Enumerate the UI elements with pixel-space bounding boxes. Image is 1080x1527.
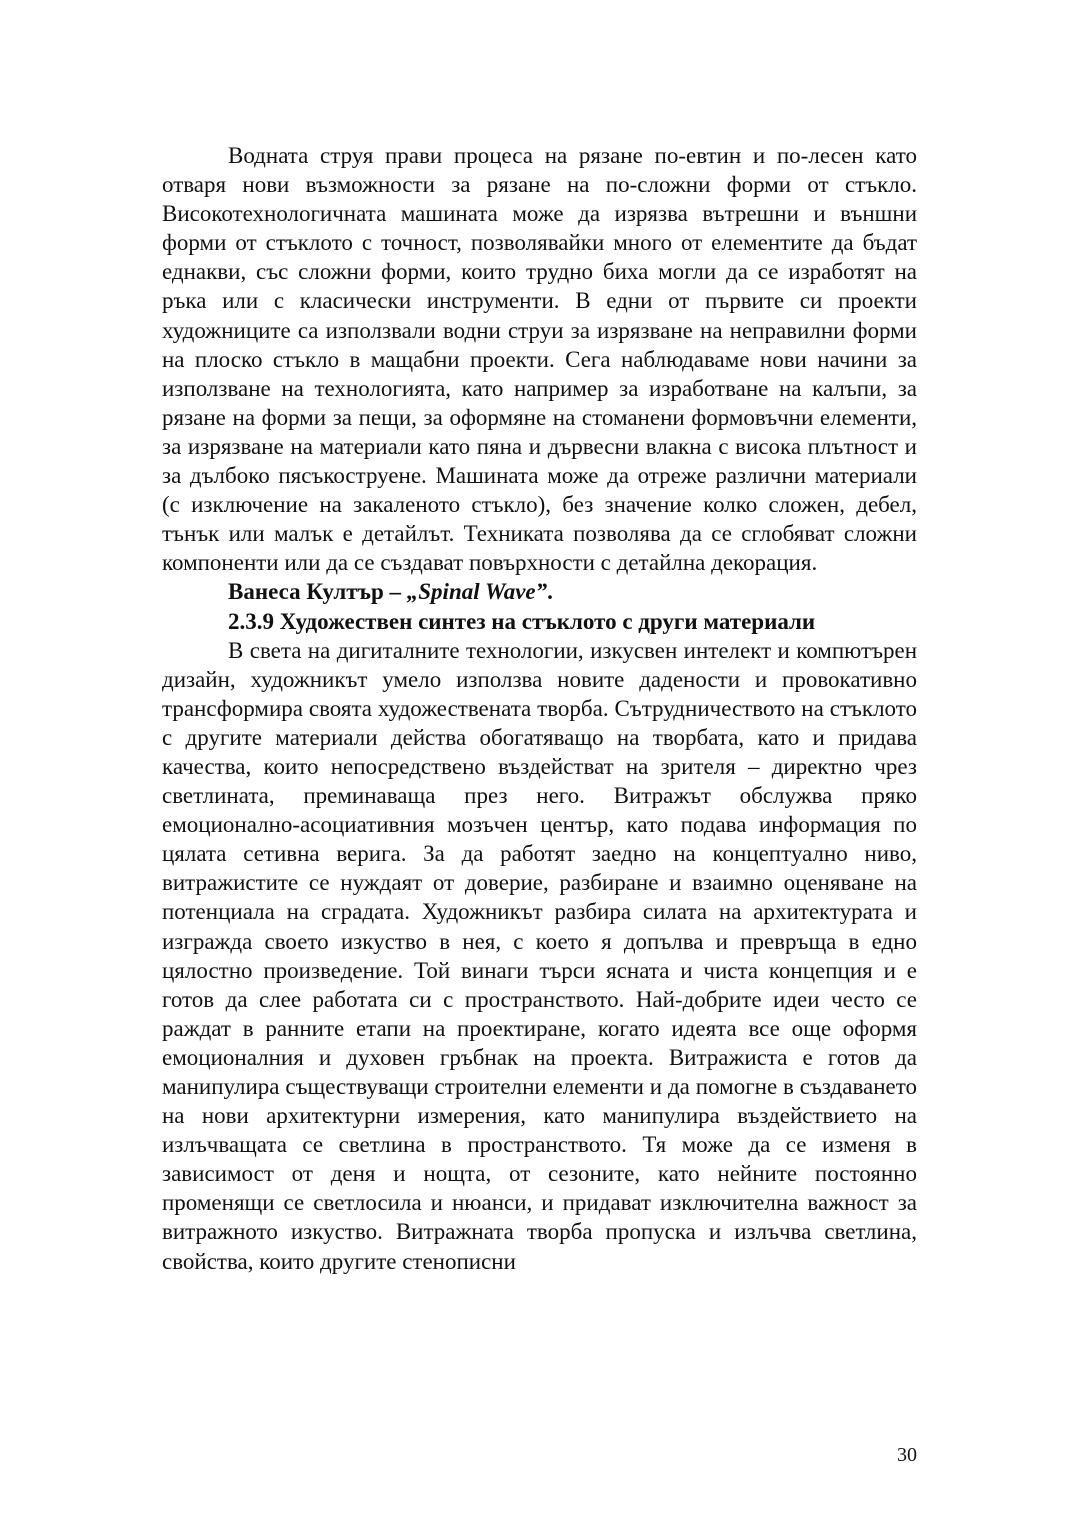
page-number: 30 xyxy=(897,1444,917,1466)
page-body xyxy=(162,141,917,1276)
caption-author: Ванеса Култър – xyxy=(228,579,407,605)
paragraph-synthesis: В света на дигиталните технологии, изкусвен интелект и компютърен дизайн, художникът умело използва новите дадености и провокативно трансформира своята художествената творба. Сътрудничеството на стъклото с другите материали действа обогатяващо на творбата, като и придава качества, които непосредствено въздействат на зрителя – директно чрез светлината, преминаваща през него. Витражът обслужва пряко емоционално-асоциативния мозъчен център, като подава информация по цялата сетивна верига. За да работят заедно на концептуално ниво, витражистите се нуждаят от доверие, разбиране и взаимно оценяване на потенциала на сградата. Художникът разбира силата на архитектурата и изгражда своето изкуство в нея, с което я допълва и превръща в едно цялостно произведение. Той винаги търси ясната и чиста концепция и е готов да слее работата си с пространството. Най-добрите идеи често се раждат в ранните етапи на проектиране, когато идеята все още оформя емоционалния и духовен гръбнак на проекта. Витражиста е готов да манипулира съществуващи строителни елементи и да помогне в създаването на нови архитектурни измерения, като манипулира въздействието на излъчващата се светлина в пространството. Тя може да се изменя в зависимост от деня и нощта, от сезоните, като нейните постоянно променящи се светлосила и нюанси, и придават изключителна важност за витражното изкуство. Витражната творба пропуска и излъчва светлина, свойства, които другите стенописни xyxy=(162,637,917,1274)
caption-end: . xyxy=(547,579,553,605)
caption-work-title: „Spinal Wave” xyxy=(406,579,548,605)
paragraph-waterjet: Водната струя прави процеса на рязане по-евтин и по-лесен като отваря нови възможности за рязане на по-сложни форми от стъкло. Високотехнологичната машината може да изрязва вътрешни и външни форми от стъклото с точност, позволявайки много от елементите да бъдат еднакви, със сложни форми, които трудно биха могли да се изработят на ръка или с класически инструменти. В едни от първите си проекти художниците са използвали водни струи за изрязване на неправилни форми на плоско стъкло в мащабни проекти. Сега наблюдаваме нови начини за използване на технологията, като например за изработване на калъпи, за рязане на форми за пещи, за оформяне на стоманени формовъчни елементи, за изрязване на материали като пяна и дървесни влакна с висока плътност и за дълбоко пясъкоструене. Машината може да отреже различни материали (с изключение на закаленото стъкло), без значение колко сложен, дебел, тънък или малък е детайлът. Техниката позволява да се сглобяват сложни компоненти или да се създават повърхности с детайлна декорация. xyxy=(162,143,917,576)
artwork-caption xyxy=(162,577,917,606)
section-heading: 2.3.9 Художествен синтез на стъклото с други материали xyxy=(228,608,816,634)
